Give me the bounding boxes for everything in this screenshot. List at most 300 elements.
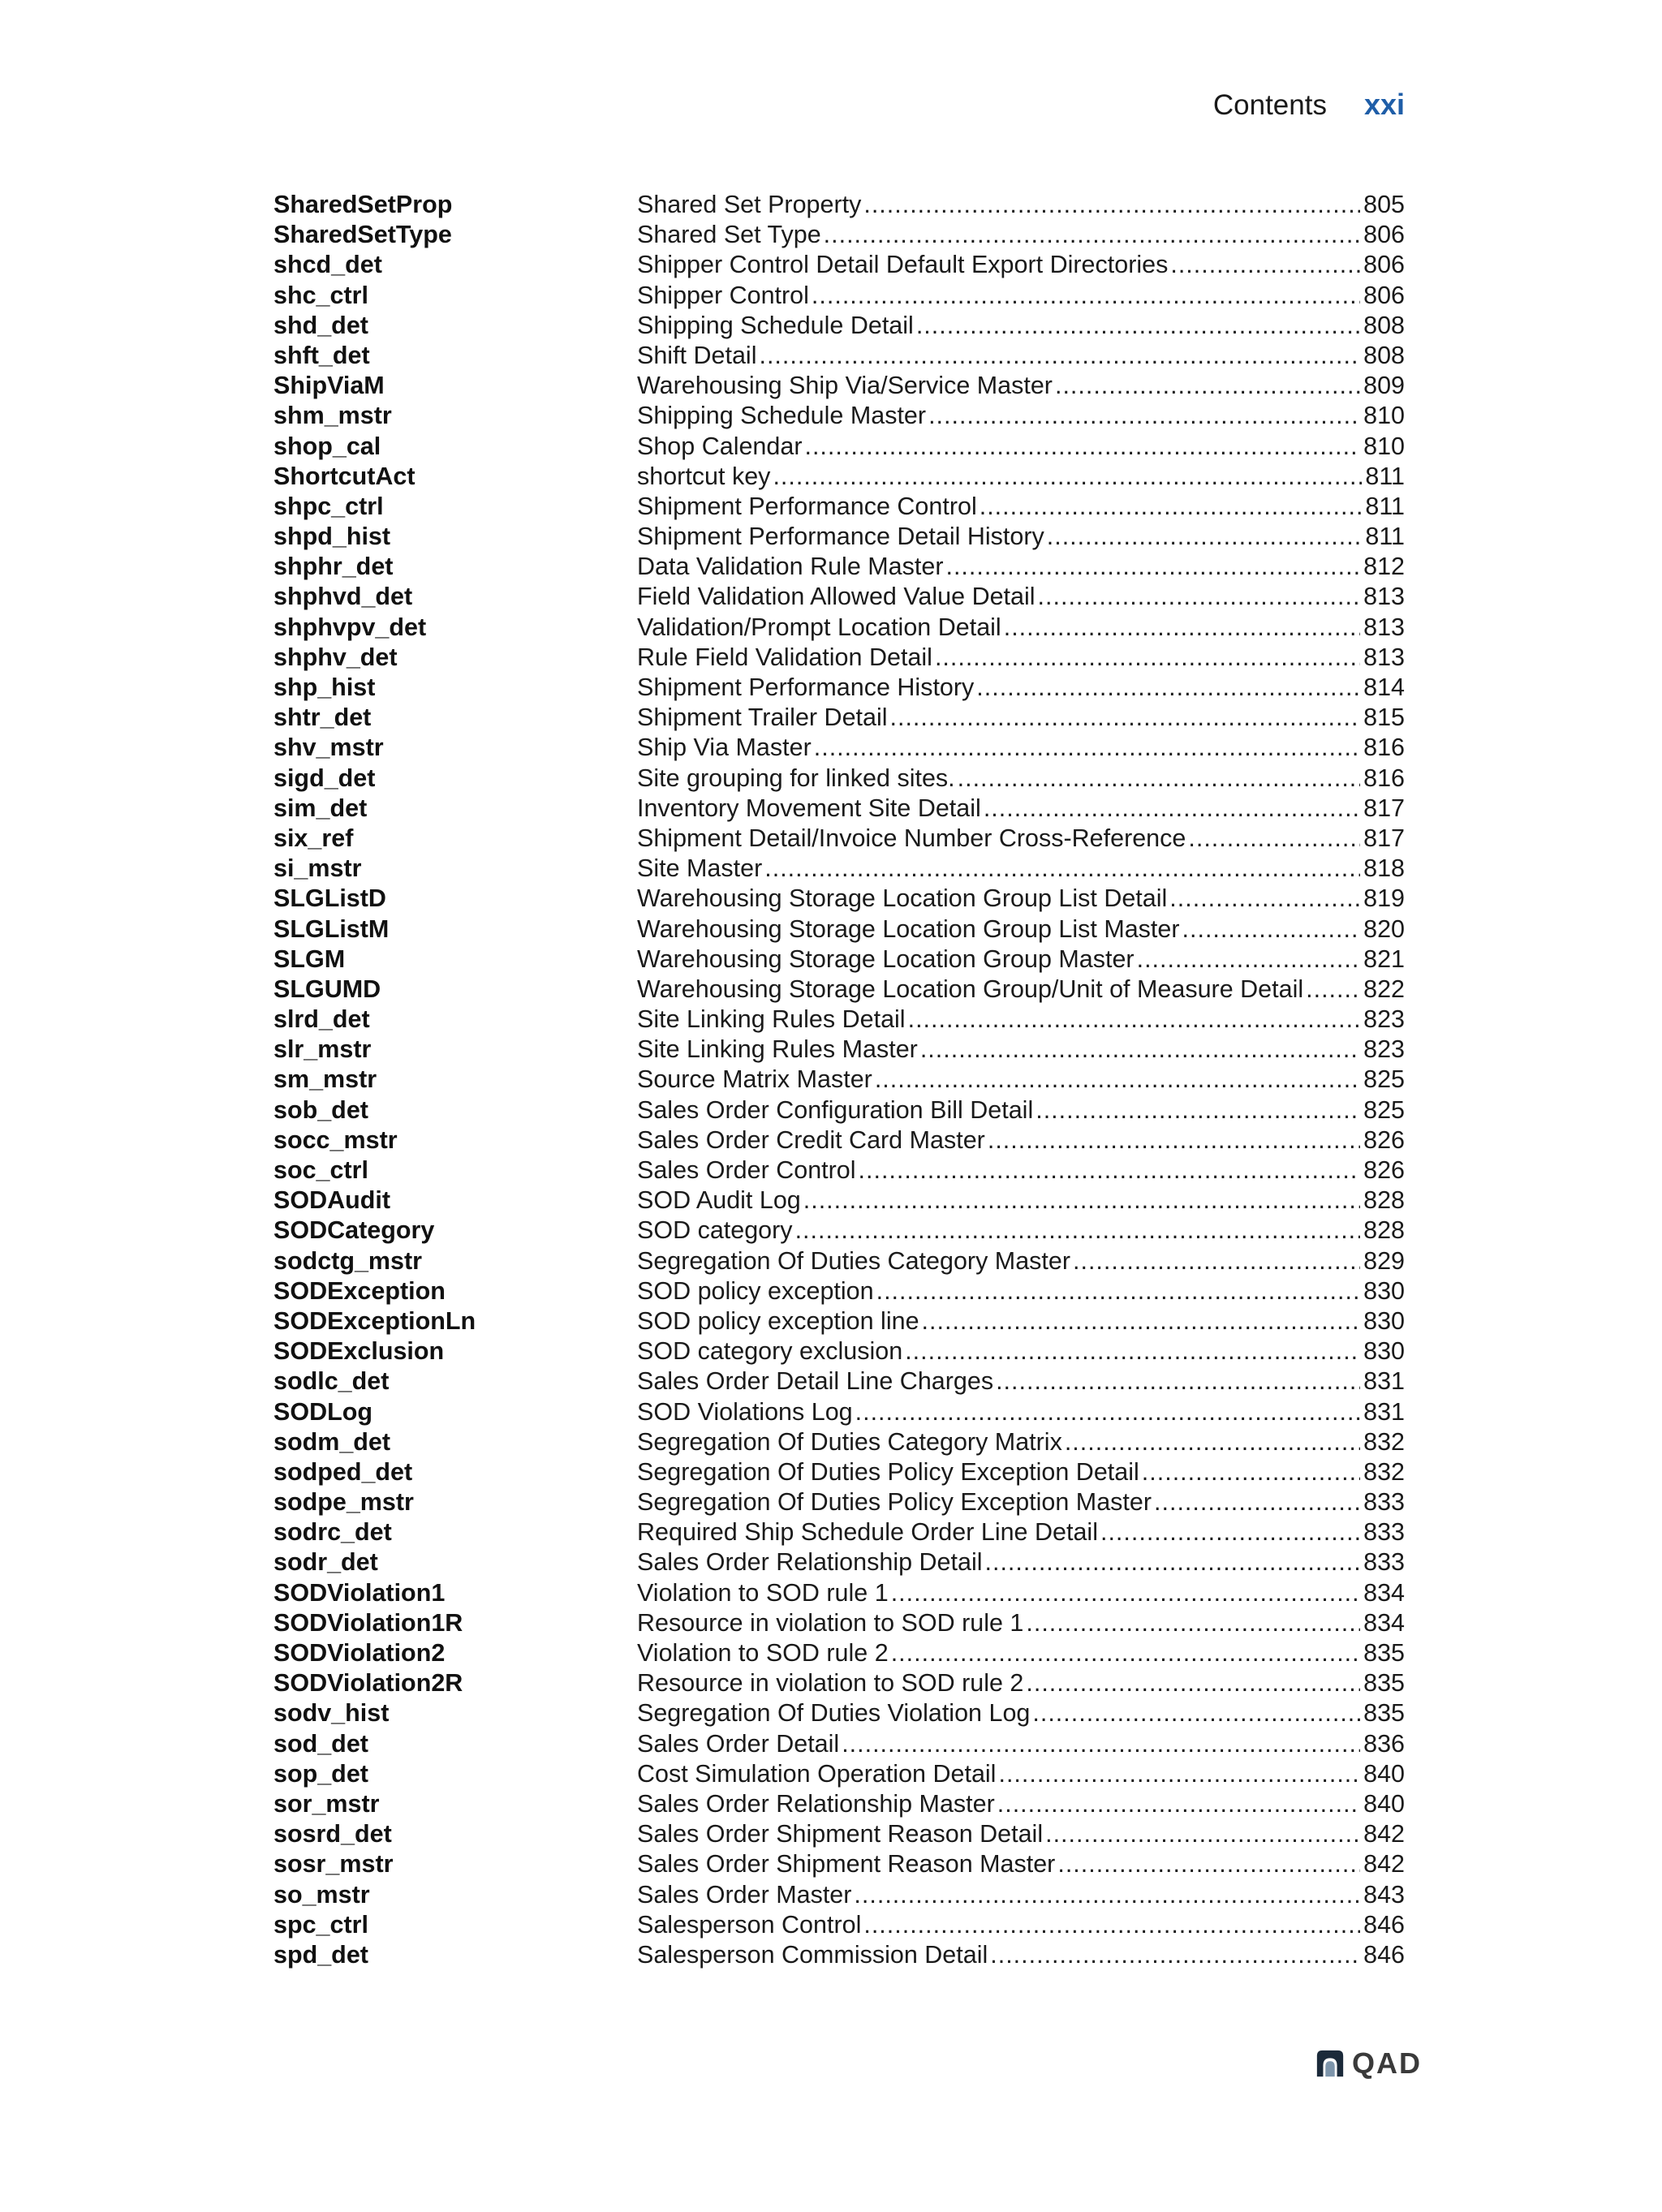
toc-row[interactable] (273, 371, 1405, 401)
toc-row[interactable] (273, 1035, 1405, 1065)
toc-entry (637, 794, 1405, 824)
toc-entry-page: 810 (1363, 402, 1405, 430)
toc-entry-page: 832 (1363, 1427, 1405, 1456)
toc-row[interactable] (273, 432, 1405, 462)
toc-entry-name: sodpe_mstr (273, 1488, 414, 1517)
toc-entry-page: 826 (1363, 1156, 1405, 1184)
toc-entry (637, 1155, 1405, 1186)
toc-entry-name: sosrd_det (273, 1820, 392, 1848)
dot-leader (1047, 522, 1363, 552)
toc-entry (637, 1940, 1405, 1970)
toc-entry-name: SODExclusion (273, 1337, 445, 1366)
toc-entry (637, 1517, 1405, 1547)
toc-entry-name: SLGUMD (273, 975, 381, 1003)
toc-entry-page: 817 (1363, 824, 1405, 852)
dot-leader (984, 794, 1360, 824)
toc-entry-name: shtr_det (273, 704, 372, 732)
toc-entry (637, 1759, 1405, 1789)
toc-entry-name: shm_mstr (273, 402, 392, 430)
toc-row[interactable] (273, 250, 1405, 280)
toc-entry-description: Shipment Trailer Detail (637, 704, 888, 732)
toc-row[interactable] (273, 1246, 1405, 1276)
toc-entry-description: Shipment Performance History (637, 673, 975, 701)
toc-entry-name: shop_cal (273, 432, 381, 460)
dot-leader (996, 1366, 1360, 1396)
toc-entry-name: sodv_hist (273, 1699, 390, 1728)
toc-row[interactable] (273, 1910, 1405, 1940)
toc-entry-description: Shipping Schedule Master (637, 402, 927, 430)
toc-entry-name: spd_det (273, 1940, 368, 1969)
toc-entry (637, 1366, 1405, 1396)
dot-leader (1100, 1517, 1360, 1547)
toc-list (273, 190, 1405, 1970)
dot-leader (855, 1397, 1360, 1427)
dot-leader (1045, 1819, 1360, 1849)
toc-entry-page: 825 (1363, 1065, 1405, 1094)
toc-row[interactable] (273, 341, 1405, 371)
toc-entry-page: 832 (1363, 1457, 1405, 1486)
dot-leader (1065, 1427, 1360, 1457)
toc-entry-page: 831 (1363, 1397, 1405, 1426)
toc-entry-page: 806 (1363, 221, 1405, 249)
toc-entry (637, 1547, 1405, 1577)
toc-entry-name: sosr_mstr (273, 1850, 394, 1878)
toc-row[interactable] (273, 613, 1405, 643)
toc-entry-name: slrd_det (273, 1005, 370, 1034)
qad-logo (1315, 2046, 1422, 2081)
toc-entry-description: Site Linking Rules Detail (637, 1005, 906, 1034)
toc-entry (637, 1035, 1405, 1065)
toc-entry-description: Sales Order Shipment Reason Master (637, 1850, 1056, 1878)
toc-entry-name: SODLog (273, 1397, 372, 1426)
toc-entry-name: socc_mstr (273, 1125, 398, 1154)
toc-row[interactable] (273, 1849, 1405, 1879)
toc-entry-name: sigd_det (273, 764, 376, 792)
toc-entry-name: SLGListM (273, 914, 390, 943)
toc-entry-description: Shared Set Type (637, 221, 821, 249)
toc-row[interactable] (273, 522, 1405, 552)
toc-entry (637, 1336, 1405, 1366)
toc-row[interactable] (273, 190, 1405, 220)
toc-entry (637, 914, 1405, 945)
dot-leader (1057, 1849, 1360, 1879)
dot-leader (814, 733, 1360, 763)
toc-row[interactable] (273, 914, 1405, 945)
toc-entry-page: 817 (1363, 794, 1405, 822)
dot-leader (980, 492, 1363, 522)
toc-entry-page: 820 (1363, 914, 1405, 943)
toc-entry (637, 1427, 1405, 1457)
dot-leader (916, 311, 1360, 341)
toc-row[interactable] (273, 1276, 1405, 1306)
toc-entry-description: SOD Audit Log (637, 1186, 801, 1215)
toc-entry-page: 836 (1363, 1729, 1405, 1758)
toc-entry-page: 846 (1363, 1910, 1405, 1939)
toc-row[interactable] (273, 1457, 1405, 1487)
toc-entry-description: Warehousing Storage Location Group Master (637, 945, 1135, 973)
dot-leader (1038, 582, 1361, 612)
toc-entry-page: 846 (1363, 1940, 1405, 1969)
toc-entry-page: 831 (1363, 1367, 1405, 1396)
dot-leader (990, 1940, 1360, 1970)
toc-entry-description: Warehousing Storage Location Group List Master (637, 914, 1180, 943)
toc-entry-name: SLGM (273, 945, 346, 973)
dot-leader (891, 1638, 1360, 1668)
toc-entry (637, 1065, 1405, 1095)
toc-entry (637, 1095, 1405, 1125)
toc-entry-page: 835 (1363, 1669, 1405, 1698)
toc-entry-page: 809 (1363, 372, 1405, 400)
toc-entry-description: Sales Order Configuration Bill Detail (637, 1095, 1034, 1124)
dot-leader (920, 1035, 1360, 1065)
dot-leader (908, 1005, 1361, 1035)
dot-leader (988, 1125, 1360, 1155)
dot-leader (875, 1065, 1360, 1095)
toc-entry (637, 371, 1405, 401)
toc-entry-name: SODException (273, 1276, 446, 1305)
toc-entry (637, 1910, 1405, 1940)
toc-row[interactable] (273, 1366, 1405, 1396)
toc-entry (637, 1487, 1405, 1517)
toc-row[interactable] (273, 1065, 1405, 1095)
toc-row[interactable] (273, 884, 1405, 914)
toc-entry-description: SOD Violations Log (637, 1397, 853, 1426)
toc-entry-name: so_mstr (273, 1880, 370, 1909)
toc-row[interactable] (273, 945, 1405, 975)
toc-row[interactable] (273, 401, 1405, 431)
toc-entry (637, 1246, 1405, 1276)
toc-row[interactable] (273, 552, 1405, 582)
qad-wordmark: QAD (1352, 2046, 1422, 2080)
toc-row[interactable] (273, 824, 1405, 854)
toc-row[interactable] (273, 703, 1405, 733)
toc-entry (637, 401, 1405, 431)
toc-entry-name: sod_det (273, 1729, 368, 1758)
toc-entry-description: Sales Order Detail Line Charges (637, 1367, 994, 1396)
toc-entry-description: Resource in violation to SOD rule 1 (637, 1608, 1024, 1637)
toc-entry-page: 823 (1363, 1035, 1405, 1064)
toc-row[interactable] (273, 733, 1405, 763)
toc-entry (637, 703, 1405, 733)
toc-row[interactable] (273, 1095, 1405, 1125)
toc-entry (637, 432, 1405, 462)
toc-entry-name: SODViolation2 (273, 1639, 446, 1667)
dot-leader (1188, 824, 1360, 854)
dot-leader (891, 1578, 1360, 1608)
toc-entry-name: sm_mstr (273, 1065, 377, 1094)
toc-entry-page: 816 (1363, 734, 1405, 762)
dot-leader (905, 1336, 1360, 1366)
dot-leader (876, 1276, 1361, 1306)
toc-entry-description: Data Validation Rule Master (637, 553, 944, 581)
dot-leader (1154, 1487, 1360, 1517)
toc-row[interactable] (273, 1427, 1405, 1457)
dot-leader (1004, 613, 1360, 643)
toc-entry-name: SharedSetType (273, 221, 452, 249)
page-header (1213, 88, 1405, 122)
toc-entry-page: 825 (1363, 1095, 1405, 1124)
toc-row[interactable] (273, 281, 1405, 311)
toc-entry (637, 764, 1405, 794)
toc-entry (637, 1578, 1405, 1608)
toc-entry (637, 884, 1405, 914)
toc-entry-description: Resource in violation to SOD rule 2 (637, 1669, 1024, 1698)
toc-entry-page: 842 (1363, 1820, 1405, 1848)
toc-entry (637, 220, 1405, 250)
toc-row[interactable] (273, 1759, 1405, 1789)
toc-row[interactable] (273, 1216, 1405, 1246)
toc-entry-description: Shipper Control Detail Default Export Directories (637, 251, 1169, 279)
toc-entry-page: 811 (1365, 492, 1405, 520)
toc-entry-description: Shipping Schedule Detail (637, 311, 914, 339)
toc-row[interactable] (273, 1306, 1405, 1336)
toc-entry-description: Segregation Of Duties Violation Log (637, 1699, 1031, 1728)
dot-leader (1142, 1457, 1360, 1487)
toc-entry-name: sor_mstr (273, 1789, 380, 1818)
toc-entry-name: SODViolation1 (273, 1578, 446, 1607)
dot-leader (1170, 250, 1360, 280)
toc-entry-description: Segregation Of Duties Category Master (637, 1246, 1071, 1275)
toc-row[interactable] (273, 582, 1405, 612)
toc-entry-page: 806 (1363, 281, 1405, 309)
toc-entry-description: Inventory Movement Site Detail (637, 794, 981, 822)
toc-entry-name: shpc_ctrl (273, 492, 384, 520)
toc-entry (637, 975, 1405, 1005)
toc-entry (637, 341, 1405, 371)
toc-entry-page: 815 (1363, 704, 1405, 732)
toc-entry-description: Shipment Performance Detail History (637, 523, 1044, 551)
toc-entry-page: 806 (1363, 251, 1405, 279)
toc-entry (637, 552, 1405, 582)
toc-entry-name: shd_det (273, 311, 368, 339)
toc-entry (637, 1608, 1405, 1638)
dot-leader (863, 190, 1360, 220)
toc-row[interactable] (273, 462, 1405, 492)
toc-entry (637, 1397, 1405, 1427)
dot-leader (945, 552, 1360, 582)
toc-row[interactable] (273, 1155, 1405, 1186)
toc-entry (637, 1849, 1405, 1879)
toc-entry-description: Sales Order Control (637, 1156, 856, 1184)
dot-leader (1182, 914, 1361, 945)
toc-entry-name: SODCategory (273, 1216, 435, 1245)
toc-entry-page: 808 (1363, 341, 1405, 369)
toc-entry-name: shpd_hist (273, 523, 391, 551)
toc-row[interactable] (273, 794, 1405, 824)
toc-entry (637, 1729, 1405, 1759)
toc-entry-page: 842 (1363, 1850, 1405, 1878)
toc-row[interactable] (273, 1608, 1405, 1638)
toc-entry-description: Site Master (637, 854, 763, 883)
toc-entry-description: Segregation Of Duties Policy Exception Detail (637, 1457, 1139, 1486)
toc-entry-name: SODViolation2R (273, 1669, 463, 1698)
toc-row[interactable] (273, 643, 1405, 673)
toc-entry-page: 828 (1363, 1186, 1405, 1215)
toc-entry-description: Warehousing Storage Location Group List Detail (637, 884, 1168, 913)
toc-entry-name: SLGListD (273, 884, 386, 913)
toc-entry (637, 824, 1405, 854)
dot-leader (803, 1186, 1360, 1216)
toc-entry-page: 830 (1363, 1276, 1405, 1305)
toc-row[interactable] (273, 1487, 1405, 1517)
toc-entry-description: Required Ship Schedule Order Line Detail (637, 1518, 1098, 1547)
toc-entry-page: 811 (1365, 462, 1405, 490)
qad-logo-icon (1315, 2048, 1346, 2079)
toc-entry (637, 673, 1405, 703)
toc-entry-name: sodrc_det (273, 1518, 392, 1547)
toc-row[interactable] (273, 854, 1405, 884)
toc-entry-description: Shipment Detail/Invoice Number Cross-Reference (637, 824, 1186, 852)
toc-entry-description: Shipper Control (637, 281, 809, 309)
toc-entry-description: Sales Order Relationship Master (637, 1789, 995, 1818)
toc-entry-name: slr_mstr (273, 1035, 372, 1064)
toc-row[interactable] (273, 220, 1405, 250)
toc-row[interactable] (273, 1819, 1405, 1849)
dot-leader (1026, 1608, 1360, 1638)
toc-row[interactable] (273, 1578, 1405, 1608)
toc-entry-page: 834 (1363, 1608, 1405, 1637)
toc-entry-name: SODExceptionLn (273, 1306, 476, 1335)
dot-leader (1137, 945, 1361, 975)
toc-row[interactable] (273, 1940, 1405, 1970)
toc-entry-page: 808 (1363, 311, 1405, 339)
toc-entry-description: Ship Via Master (637, 734, 812, 762)
toc-entry-page: 813 (1363, 643, 1405, 671)
toc-entry (637, 945, 1405, 975)
toc-row[interactable] (273, 673, 1405, 703)
toc-entry-page: 833 (1363, 1548, 1405, 1577)
toc-entry-name: sop_det (273, 1759, 368, 1788)
toc-row[interactable] (273, 1397, 1405, 1427)
toc-entry-name: six_ref (273, 824, 354, 852)
toc-row[interactable] (273, 311, 1405, 341)
toc-row[interactable] (273, 1336, 1405, 1366)
toc-entry (637, 1276, 1405, 1306)
toc-entry-description: Segregation Of Duties Category Matrix (637, 1427, 1062, 1456)
toc-entry-description: SOD policy exception line (637, 1306, 919, 1335)
toc-entry-page: 819 (1363, 884, 1405, 913)
toc-entry (637, 643, 1405, 673)
toc-row[interactable] (273, 492, 1405, 522)
toc-entry-page: 843 (1363, 1880, 1405, 1909)
dot-leader (859, 1155, 1361, 1186)
toc-entry-description: Shop Calendar (637, 432, 803, 460)
toc-entry-page: 816 (1363, 764, 1405, 792)
toc-entry-name: sodlc_det (273, 1367, 390, 1396)
toc-entry-name: SODAudit (273, 1186, 391, 1215)
dot-leader (1073, 1246, 1360, 1276)
toc-entry (637, 1186, 1405, 1216)
toc-entry-description: Warehousing Storage Location Group/Unit of Measure Detail (637, 975, 1304, 1003)
toc-row[interactable] (273, 1125, 1405, 1155)
dot-leader (824, 220, 1360, 250)
dot-leader (985, 1547, 1361, 1577)
toc-entry (637, 281, 1405, 311)
toc-entry-page: 826 (1363, 1125, 1405, 1154)
toc-entry-name: si_mstr (273, 854, 362, 883)
toc-entry-description: Shipment Performance Control (637, 492, 977, 520)
dot-leader (773, 462, 1362, 492)
toc-entry-name: shphr_det (273, 553, 394, 581)
toc-entry (637, 1638, 1405, 1668)
toc-row[interactable] (273, 1638, 1405, 1668)
toc-entry (637, 582, 1405, 612)
page-number: xxi (1363, 88, 1405, 121)
toc-entry (637, 1698, 1405, 1728)
toc-entry (637, 1306, 1405, 1336)
toc-row[interactable] (273, 1729, 1405, 1759)
toc-entry-name: ShortcutAct (273, 462, 416, 490)
toc-entry (637, 1125, 1405, 1155)
toc-entry (637, 733, 1405, 763)
dot-leader (795, 1216, 1361, 1246)
toc-entry-description: Salesperson Control (637, 1910, 862, 1939)
toc-entry-description: Sales Order Master (637, 1880, 852, 1909)
toc-entry (637, 1880, 1405, 1910)
toc-row[interactable] (273, 1186, 1405, 1216)
toc-entry-page: 823 (1363, 1005, 1405, 1034)
toc-entry-name: shv_mstr (273, 734, 384, 762)
toc-entry-name: shcd_det (273, 251, 382, 279)
toc-entry-page: 822 (1363, 975, 1405, 1003)
toc-entry (637, 190, 1405, 220)
toc-row[interactable] (273, 1517, 1405, 1547)
dot-leader (812, 281, 1360, 311)
toc-row[interactable] (273, 764, 1405, 794)
dot-leader (976, 673, 1360, 703)
dot-leader (1055, 371, 1360, 401)
dot-leader (922, 1306, 1361, 1336)
dot-leader (997, 1789, 1360, 1819)
toc-entry-name: sob_det (273, 1095, 368, 1124)
toc-entry-page: 814 (1363, 673, 1405, 701)
toc-row[interactable] (273, 1789, 1405, 1819)
toc-entry-description: Source Matrix Master (637, 1065, 872, 1094)
toc-row[interactable] (273, 1005, 1405, 1035)
toc-entry-page: 830 (1363, 1306, 1405, 1335)
toc-entry-page: 811 (1365, 523, 1405, 551)
toc-entry-name: sodped_det (273, 1457, 413, 1486)
toc-entry-name: soc_ctrl (273, 1156, 368, 1184)
toc-entry-description: Validation/Prompt Location Detail (637, 613, 1001, 641)
toc-entry-description: SOD policy exception (637, 1276, 874, 1305)
toc-row[interactable] (273, 1698, 1405, 1728)
toc-entry-name: shphvpv_det (273, 613, 427, 641)
toc-entry (637, 1216, 1405, 1246)
toc-row[interactable] (273, 1668, 1405, 1698)
toc-entry-name: shp_hist (273, 673, 376, 701)
toc-entry-page: 829 (1363, 1246, 1405, 1275)
toc-entry-description: SOD category (637, 1216, 793, 1245)
toc-entry-page: 830 (1363, 1337, 1405, 1366)
toc-entry-description: Site Linking Rules Master (637, 1035, 918, 1064)
toc-entry-name: sodr_det (273, 1548, 378, 1577)
toc-entry-name: shphv_det (273, 643, 398, 671)
toc-row[interactable] (273, 1880, 1405, 1910)
toc-entry-name: spc_ctrl (273, 1910, 368, 1939)
dot-leader (854, 1880, 1360, 1910)
toc-row[interactable] (273, 975, 1405, 1005)
dot-leader (1032, 1698, 1360, 1728)
toc-entry (637, 854, 1405, 884)
toc-row[interactable] (273, 1547, 1405, 1577)
toc-entry-description: Shift Detail (637, 341, 757, 369)
toc-entry (637, 250, 1405, 280)
dot-leader (890, 703, 1361, 733)
section-title: Contents (1212, 89, 1327, 121)
toc-entry-page: 835 (1363, 1699, 1405, 1728)
toc-entry (637, 492, 1405, 522)
